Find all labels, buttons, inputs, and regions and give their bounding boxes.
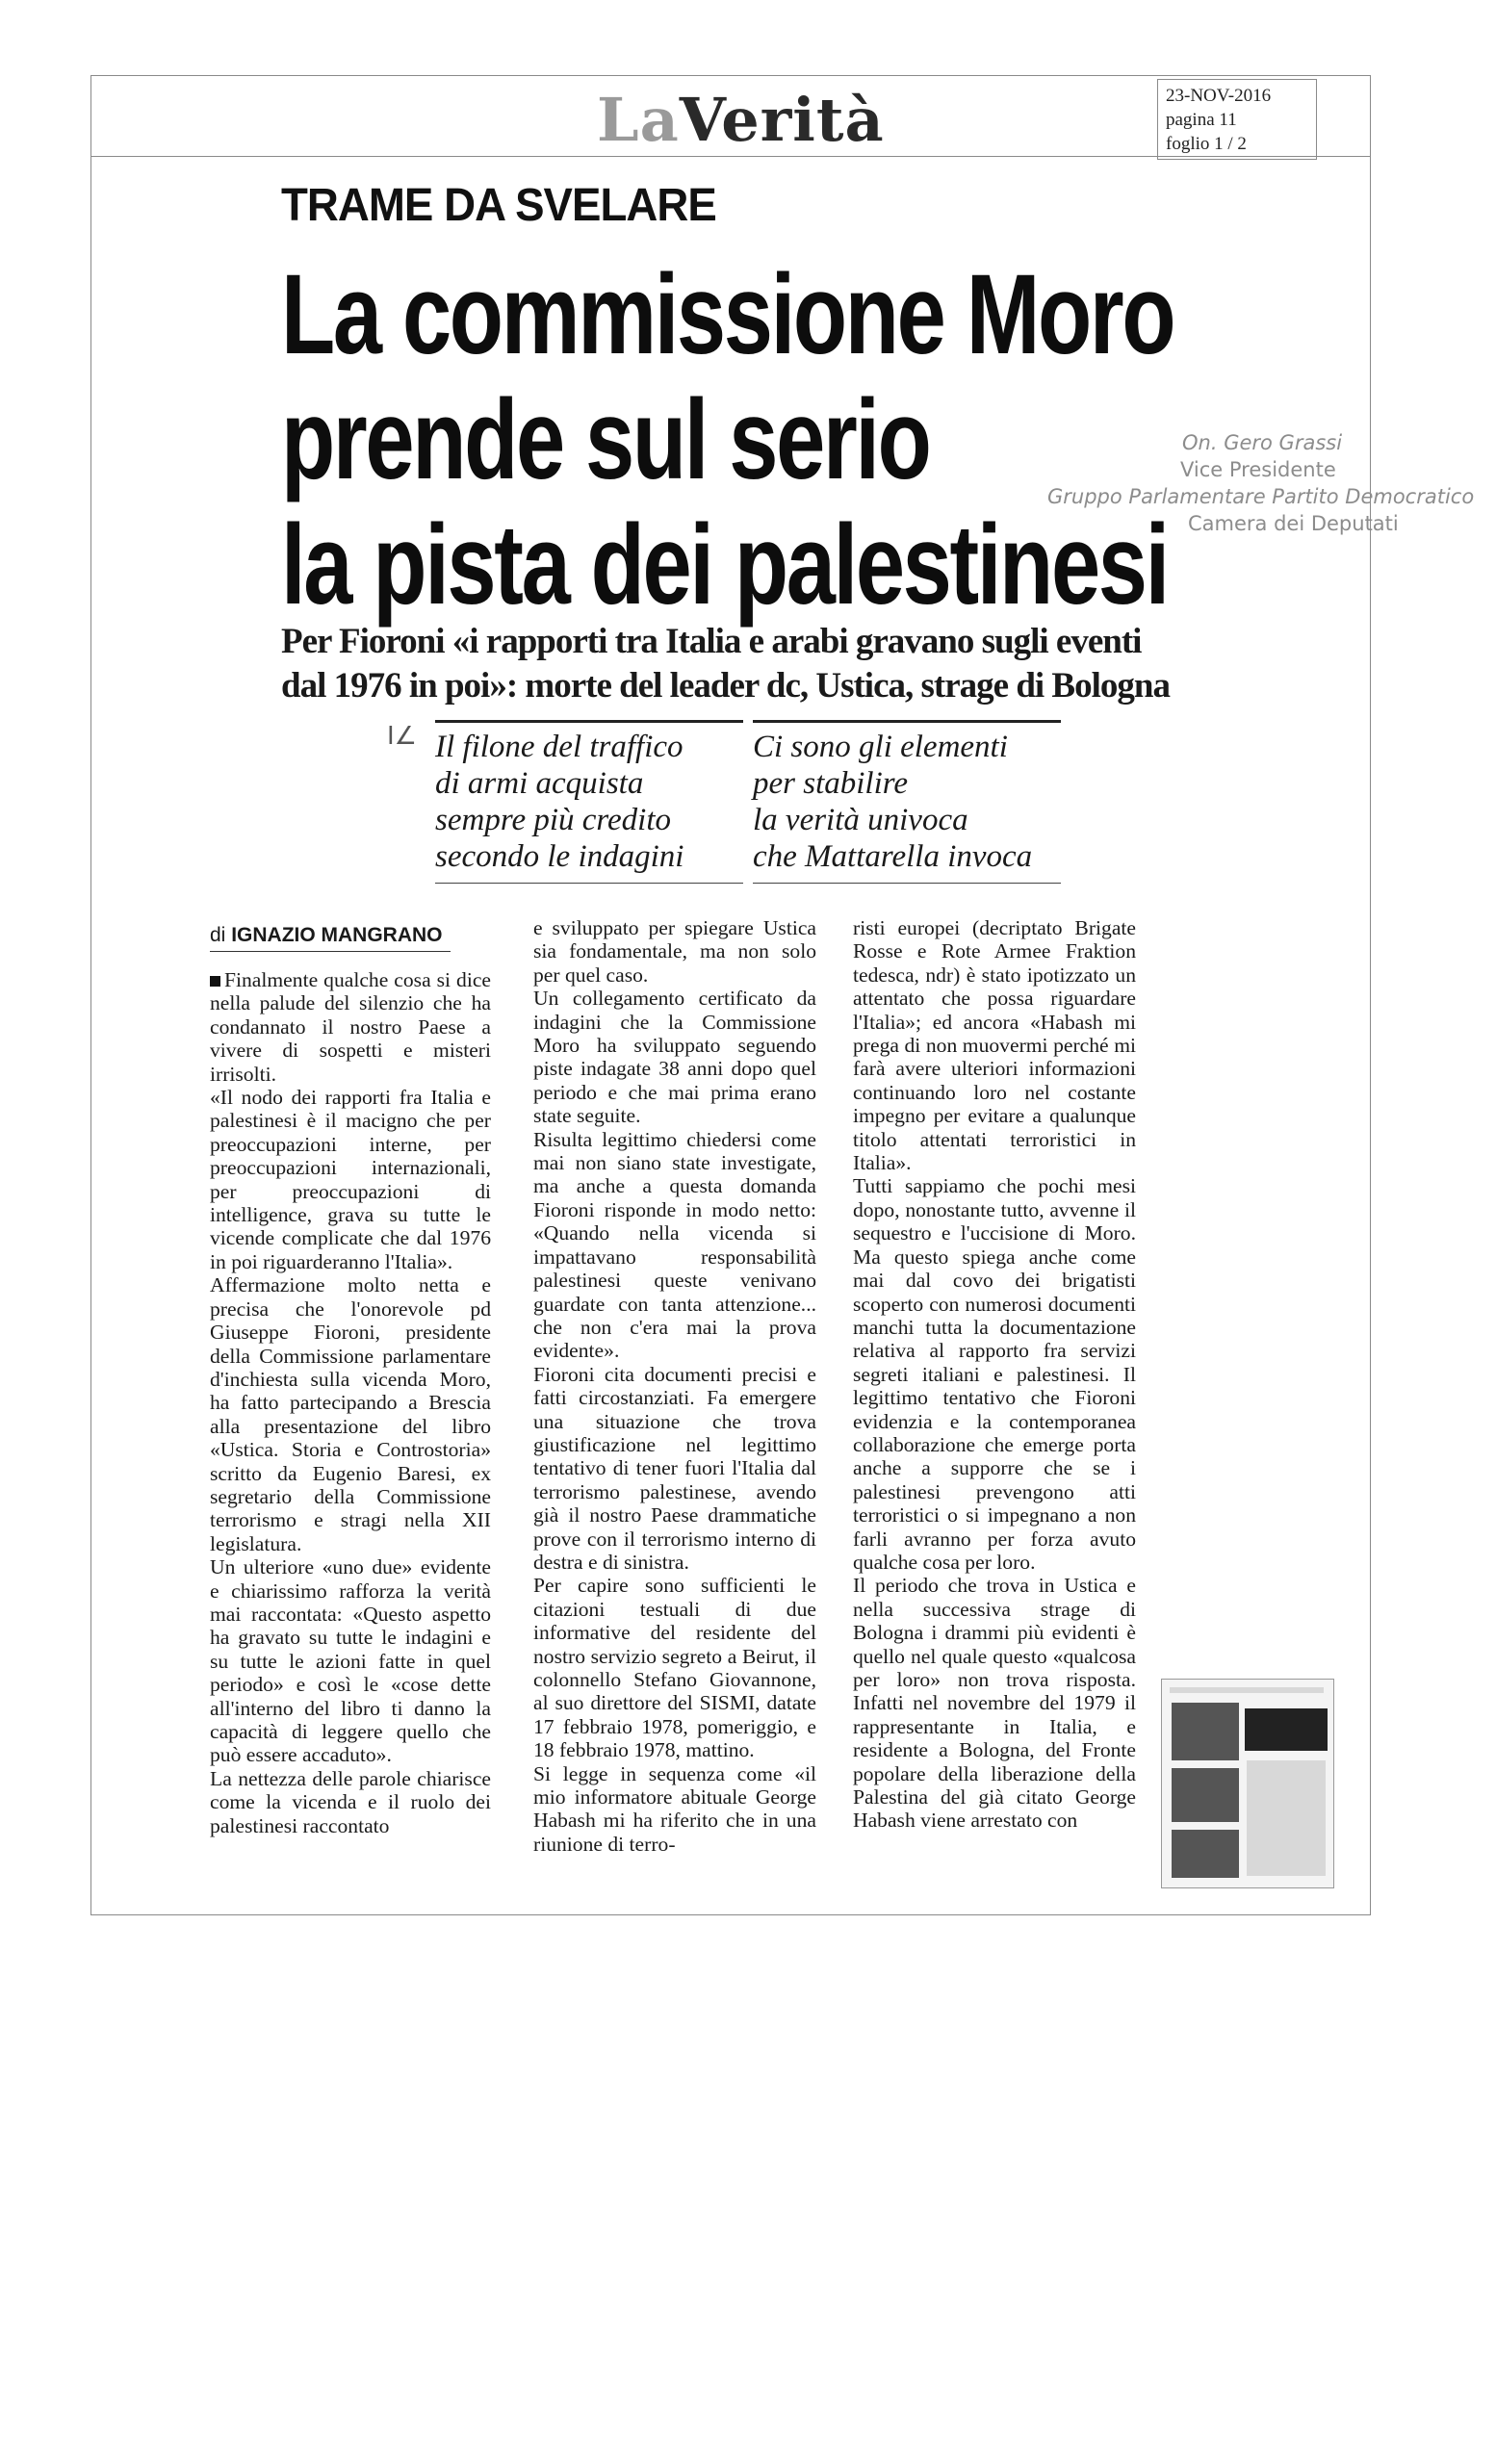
subhead-line: dal 1976 in poi»: morte del leader dc, Ustica, strage di Bologna — [281, 666, 1170, 706]
paragraph: Risulta legittimo chiedersi come mai non siano state investigate, ma anche a questa domanda Fioroni risponde in modo netto: «Quando nella vicenda si impattavano responsabilità palestinesi queste venivano guardate con tanta attenzione... che non c'era mai la prova evidente». — [533, 1127, 816, 1363]
article-kicker: TRAME DA SVELARE — [281, 180, 716, 231]
square-bullet-icon — [210, 976, 220, 987]
pull-quote-rule — [753, 720, 1061, 723]
pull-quote-line: per stabilire — [753, 766, 909, 801]
page-thumbnail — [1161, 1679, 1334, 1888]
quote-mark: I∠ — [387, 722, 417, 751]
article-column-2 — [533, 916, 816, 1856]
pull-quote-rule — [753, 883, 1061, 884]
paragraph-text: Finalmente qualche cosa si dice nella palude del silenzio che ha condannato il nostro Paese a vivere di sospetti e misteri irrisolti. — [210, 968, 491, 1086]
stamp-page: pagina 11 — [1166, 110, 1237, 130]
article-subhead — [281, 620, 1244, 708]
byline-author: IGNAZIO MANGRANO — [231, 924, 443, 946]
paragraph: Un collegamento certificato da indagini che la Commissione Moro ha sviluppato seguendo piste indagate 38 anni dopo quel periodo e che mai prima erano state seguite. — [533, 987, 816, 1128]
paragraph: La nettezza delle parole chiarisce come la vicenda e il ruolo dei palestinesi raccontato — [210, 1766, 491, 1837]
pull-quote-rule — [435, 720, 743, 723]
paragraph: Per capire sono sufficienti le citazioni testuali di due informative del residente del nostro servizio segreto a Beirut, il colonnello Stefano Giovannone, al suo direttore del SISMI, datate 17 febbraio 1978, pomeriggio, e 18 febbraio 1978, mattino. — [533, 1574, 816, 1762]
pull-quote-line: Ci sono gli elementi — [753, 730, 1008, 764]
newspaper-masthead — [597, 87, 915, 154]
thumbnail-masthead — [1170, 1687, 1324, 1693]
thumbnail-photo — [1172, 1703, 1239, 1760]
paragraph: Un ulteriore «uno due» evidente e chiarissimo rafforza la verità mai raccontata: «Questo aspetto ha gravato su tutte le indagini e su tutte le azioni fatte in quel periodo» e così le «cose dette all'interno del libro ti danno la capacità di leggere quello che può essere accaduto». — [210, 1555, 491, 1767]
annotation-role: Vice Presidente — [1180, 458, 1336, 481]
paragraph: Il periodo che trova in Ustica e nella successiva strage di Bologna i drammi più evidenti è quello nel quale questo «qualcosa per loro» non trova risposta. Infatti nel novembre del 1979 il rappresentante in Italia, e residente a Bologna, del Fronte popolare della liberazione della Palestina del già citato George Habash viene arrestato con — [853, 1574, 1136, 1833]
paragraph: e sviluppato per spiegare Ustica sia fondamentale, ma non solo per quel caso. — [533, 916, 816, 987]
masthead-verita: Verità — [679, 85, 885, 155]
paragraph: Affermazione molto netta e precisa che l'onorevole pd Giuseppe Fioroni, presidente della Commissione parlamentare d'inchiesta sulla vicenda Moro, ha fatto partecipando a Brescia alla presentazione del libro «Ustica. Storia e Controstoria» scritto da Eugenio Baresi, ex segretario della Commissione terrorismo e stragi nella XII legislatura. — [210, 1273, 491, 1555]
paragraph: «Il nodo dei rapporti fra Italia e palestinesi è il macigno che per preoccupazioni interne, per preoccupazioni internazionali, per preoccupazioni di intelligence, grava su tutte le vicende complicate che dal 1976 in poi riguarderanno l'Italia». — [210, 1086, 491, 1273]
article-byline — [210, 924, 451, 952]
pull-quote-line: di armi acquista — [435, 766, 644, 801]
paragraph: Fioroni cita documenti precisi e fatti circostanziati. Fa emergere una situazione che trova giustificazione nel legittimo tentativo di tener fuori l'Italia dal terrorismo palestinese, avendo già il nostro Paese drammatiche prove con il terrorismo interno di destra e di sinistra. — [533, 1362, 816, 1574]
paragraph: Tutti sappiamo che pochi mesi dopo, nonostante tutto, avvenne il sequestro e l'uccisione di Moro. Ma questo spiega anche come mai dal covo dei brigatisti scoperto con numerosi documenti manchi tutta la documentazione relativa al rapporto fra servizi segreti italiani e palestinesi. Il legittimo tentativo che Fioroni evidenzia e la contemporanea collaborazione che emerge porta anche a supporre che se i palestinesi prevengono atti terroristici o si impegnano a non farli avranno per forza avuto qualche cosa per loro. — [853, 1174, 1136, 1574]
article-column-1 — [210, 968, 491, 1837]
clipping-stamp — [1157, 79, 1317, 160]
pull-quote-line: sempre più credito — [435, 803, 672, 837]
paragraph — [210, 968, 491, 1086]
pull-quote-line: Il filone del traffico — [435, 730, 684, 764]
thumbnail-photo — [1172, 1768, 1239, 1822]
pull-quote-rule — [435, 883, 743, 884]
masthead-la: La — [597, 85, 680, 155]
annotation-chamber: Camera dei Deputati — [1188, 512, 1399, 535]
annotation-group: Gruppo Parlamentare Partito Democratico — [1047, 485, 1475, 508]
headline-line: la pista dei palestinesi — [281, 501, 1168, 629]
annotation-stamp — [1047, 429, 1475, 537]
subhead-line: Per Fioroni «i rapporti tra Italia e arabi gravano sugli eventi — [281, 622, 1142, 661]
byline-prefix: di — [210, 924, 232, 946]
pull-quote-line: secondo le indagini — [435, 839, 684, 874]
article-column-3 — [853, 916, 1136, 1833]
pull-quote-left — [435, 720, 743, 884]
pull-quote-line: la verità univoca — [753, 803, 968, 837]
headline-line: prende sul serio — [281, 376, 930, 503]
stamp-date: 23-NOV-2016 — [1166, 86, 1272, 106]
paragraph: Si legge in sequenza come «il mio informatore abituale George Habash mi ha riferito che in una riunione di terro- — [533, 1761, 816, 1856]
thumbnail-photo — [1172, 1830, 1239, 1878]
stamp-sheet: foglio 1 / 2 — [1166, 134, 1247, 154]
headline-line: La commissione Moro — [281, 251, 1174, 378]
thumbnail-headline — [1245, 1708, 1328, 1751]
thumbnail-text — [1247, 1760, 1326, 1876]
paragraph: risti europei (decriptato Brigate Rosse e Rote Armee Fraktion tedesca, ndr) è stato ipotizzato un attentato che possa riguardare l'Italia»; ed ancora «Habash mi prega di non muovermi perché mi farà avere ulteriori informazioni continuando loro nel costante impegno per evitare a qualunque titolo attentati terroristici in Italia». — [853, 916, 1136, 1175]
annotation-name: On. Gero Grassi — [1182, 431, 1343, 454]
pull-quote-line: che Mattarella invoca — [753, 839, 1033, 874]
pull-quote-right — [753, 720, 1061, 884]
